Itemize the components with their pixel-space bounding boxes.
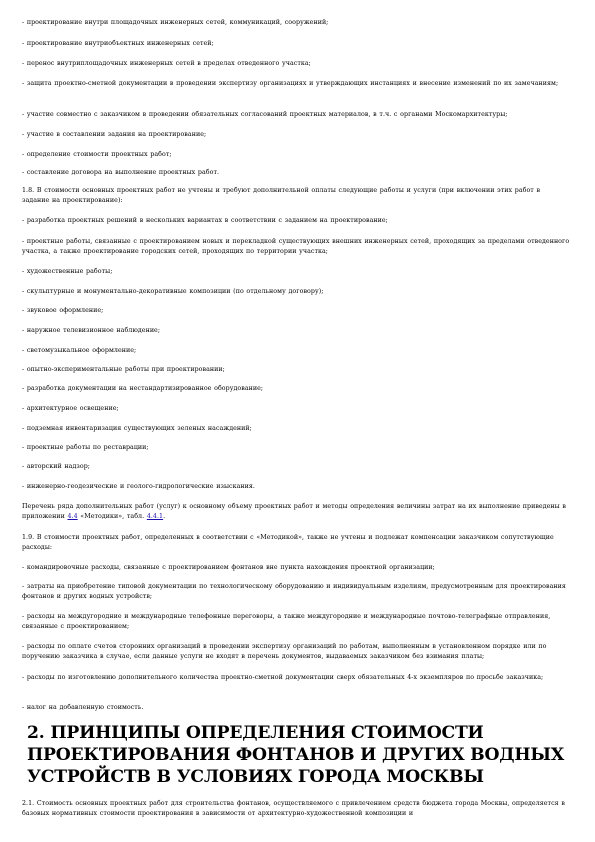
list-item: - составление договора на выполнение проектных работ. (22, 169, 220, 176)
paragraph-text: . (163, 513, 166, 521)
section-heading (27, 722, 575, 788)
list-item: - архитектурное освещение; (22, 405, 119, 412)
list-item: - скульптурные и монументально-декоративные композиции (по отдельному договору); (22, 288, 324, 295)
list-item: - затраты на приобретение типовой документации по технологическому оборудованию и индивидуальным изделиям, предусмотренным для проектирования фонтанов и других водных устройств; (22, 583, 566, 601)
list-item: - светомузыкальное оформление; (22, 347, 137, 354)
list-item: - определение стоимости проектных работ; (22, 151, 172, 158)
paragraph-2-1: 2.1. Стоимость основных проектных работ для строительства фонтанов, осуществляемого с привлечением средств бюджета города Москвы, определяется в базовых нормативных стоимости проектирования в зависимости от архитектурно-художественной композиции и (22, 800, 565, 818)
list-item: - перенос внутриплощадочных инженерных сетей в пределах отведенного участка; (22, 60, 311, 67)
paragraph-text: «Методики», табл. (77, 513, 147, 521)
list-item: - расходы по оплате счетов сторонних организаций в проведении экспертизу организаций по работам, выполненным в установленном порядке или по поручению заказчика в случае, если данные услуги не входят в перечень документов, выдаваемых заказчиком без взимания платы; (22, 643, 547, 661)
paragraph-additional-works (22, 502, 570, 522)
paragraph-1-8: 1.8. В стоимости основных проектных работ не учтены и требуют дополнительной оплаты следующие работы и услуги (при включении этих работ в задание на проектирование): (22, 187, 541, 205)
list-item: - инженерно-геодезические и геолого-гидрологические изыскания. (22, 483, 255, 490)
paragraph-1-9: 1.9. В стоимости проектных работ, определенных в соответствии с «Методикой», также не учтены и подлежат компенсации заказчиком сопутствующие расходы: (22, 534, 554, 552)
heading-line: ПРОЕКТИРОВАНИЯ ФОНТАНОВ И ДРУГИХ ВОДНЫХ (27, 745, 564, 765)
list-item: - разработка документации на нестандартизированное оборудование; (22, 385, 264, 392)
link-table-4-4-1[interactable]: 4.4.1 (146, 513, 164, 521)
list-item: - разработка проектных решений в нескольких вариантах в соответствии с заданием на проектирование; (22, 217, 388, 224)
list-item: - налог на добавленную стоимость. (22, 704, 144, 711)
list-item: - защита проектно-сметной документации в проведении экспертизу организациях и утверждающих инстанциях и внесение изменений по их замечаниям; (22, 80, 559, 87)
list-item: - командировочные расходы, связанные с проектированием фонтанов вне пункта нахождения проектной организации; (22, 564, 435, 571)
paragraph-text: Перечень ряда дополнительных работ (услуг) к основному объему проектных работ и методы определения величины затрат на их выполнение приведены в приложении (22, 503, 566, 521)
list-item: - наружное телевизионное наблюдение; (22, 327, 161, 334)
list-item: - подземная инвентаризация существующих зеленых насаждений; (22, 425, 252, 432)
list-item: - художественные работы; (22, 268, 113, 275)
list-item: - проектные работы по реставрации; (22, 444, 149, 451)
list-item: - участие совместно с заказчиком в проведении обязательных согласований проектных материалов, в т.ч. с органами Москомархитектуры; (22, 111, 508, 118)
list-item: - проектные работы, связанные с проектированием новых и перекладкой существующих внешних инженерных сетей, проходящих за пределами отведенного участка, а также проектирование городских сетей, проходящих по территории участка; (22, 238, 570, 256)
list-item: - расходы на междугородние и международные телефонные переговоры, а также междугородние и международные почтово-телеграфные отправления, связанные с проектированием; (22, 613, 551, 631)
heading-line: 2. ПРИНЦИПЫ ОПРЕДЕЛЕНИЯ СТОИМОСТИ (27, 723, 484, 743)
link-appendix-4-4[interactable]: 4.4 (67, 513, 78, 521)
list-item: - звуковое оформление; (22, 307, 104, 314)
list-item: - расходы по изготовлению дополнительного количества проектно-сметной документации сверх обязательных 4-х экземпляров по просьбе заказчика; (22, 674, 544, 681)
list-item: - участие в составлении задания на проектирование; (22, 131, 207, 138)
list-item: - проектирование внутри площадочных инженерных сетей, коммуникаций, сооружений; (22, 19, 329, 26)
list-item: - авторский надзор; (22, 463, 90, 470)
list-item: - проектирование внутриобъектных инженерных сетей; (22, 40, 214, 47)
list-item: - опытно-экспериментальные работы при проектировании; (22, 366, 225, 373)
heading-line: УСТРОЙСТВ В УСЛОВИЯХ ГОРОДА МОСКВЫ (27, 767, 484, 787)
